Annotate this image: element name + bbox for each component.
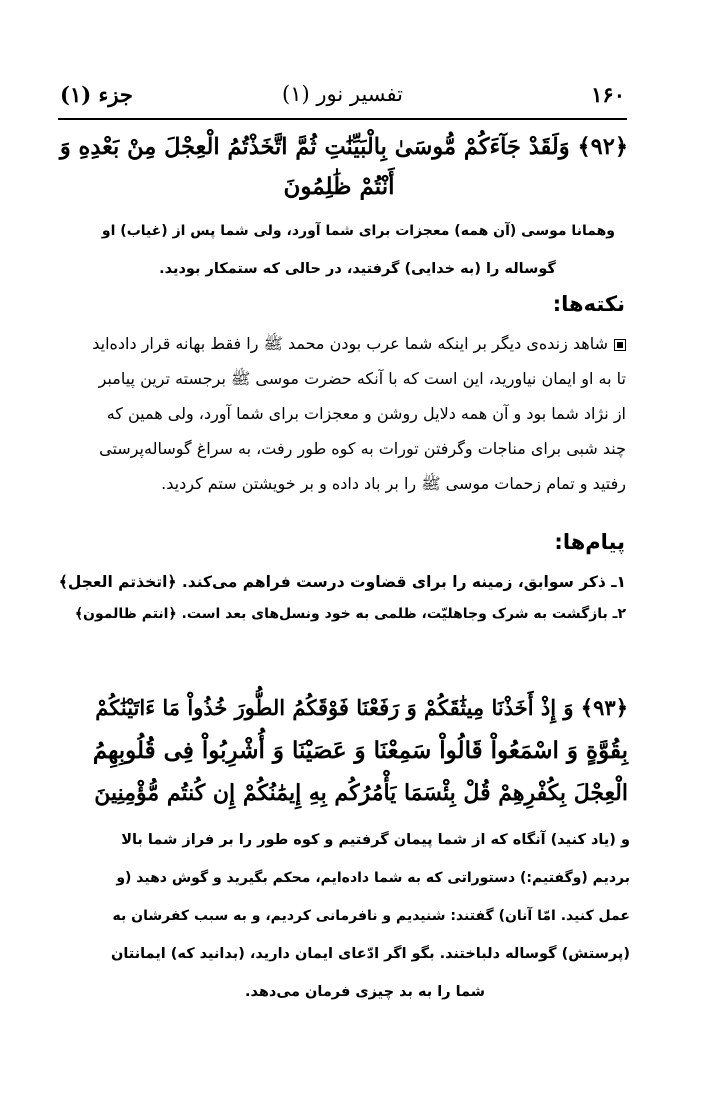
translation-line: وهمانا موسی (آن همه) معجزات برای شما آورد، ولی شما پس از (غیاب) او xyxy=(101,223,615,239)
verse-93-translation xyxy=(100,821,630,1011)
notes-body xyxy=(66,326,626,501)
bullet-square-icon xyxy=(614,339,626,351)
verse-93 xyxy=(88,686,628,815)
message-item: ۱ـ ذکر سوابق، زمینه را برای قضاوت درست فراهم می‌کند. ﴿اتخذتم العجل﴾ xyxy=(58,573,626,591)
header-rule xyxy=(58,118,627,120)
note-line: تا به او ایمان نیاورید، این است که با آنکه حضرت موسی ﷺ برجسته ترین پیامبر xyxy=(98,369,626,388)
verse-line: ﴿۹۲﴾ وَلَقَدْ جَآءَكُمْ مُّوسَىٰ بِالْبَيِّنَٰتِ ثُمَّ اتَّخَذْتُمُ الْعِجْلَ مِنْ بَعْدِهِ وَ xyxy=(59,134,628,160)
translation-line: بردیم (وگفتیم:) دستوراتی که به شما داده‌ایم، محکم بگیرید و گوش دهید (و xyxy=(116,870,630,886)
translation-line: گوساله را (به خدایی) گرفتید، در حالی که ستمکار بودید. xyxy=(159,261,556,277)
verse-92-translation xyxy=(100,212,615,288)
verse-line: الْعِجْلَ بِكُفْرِهِمْ قُلْ بِئْسَمَا يَأْمُرُكُم بِهِ إِيمَٰنُكُمْ إِن كُنتُم مُّؤْمِنِينَ xyxy=(94,780,628,806)
note-line: رفتید و تمام زحمات موسی ﷺ را بر باد داده و بر خویشتن ستم کردید. xyxy=(161,474,626,493)
part-number: جزء (۱) xyxy=(60,82,133,107)
note-line: چند شبی برای مناجات وگرفتن تورات به کوه طور رفت، به سراغ گوساله‌پرستی xyxy=(99,439,626,458)
page-header xyxy=(60,82,625,114)
translation-line: و (یاد کنید) آنگاه که از شما پیمان گرفتیم و کوه طور را بر فراز شما بالا xyxy=(121,832,630,848)
message-item: ۲ـ بازگشت به شرک وجاهلیّت، ظلمی به خود ونسل‌های بعد است. ﴿انتم ظالمون﴾ xyxy=(74,606,626,622)
verse-line: أَنْتُمْ ظَٰلِمُونَ xyxy=(283,173,395,200)
translation-line: عمل کنید. امّا آنان) گفتند: شنیدیم و نافرمانی کردیم، و به سبب کفرشان به xyxy=(112,908,630,924)
messages-title: پیام‌ها: xyxy=(554,530,625,554)
notes-title: نکته‌ها: xyxy=(552,292,625,316)
page-number: ۱۶۰ xyxy=(591,82,625,107)
translation-line: (پرستش) گوساله دلباختند. بگو اگر ادّعای ایمان دارید، (بدانید که) ایمانتان xyxy=(110,946,630,962)
note-line: از نژاد شما بود و آن همه دلایل روشن و معجزات برای شما آورد، ولی همین که xyxy=(106,404,626,423)
messages-list xyxy=(60,566,626,630)
translation-line: شما را به بد چیزی فرمان می‌دهد. xyxy=(244,984,486,1000)
verse-92 xyxy=(50,127,628,207)
book-title: تفسیر نور (۱) xyxy=(282,82,403,106)
verse-line: ﴿۹۳﴾ وَ إِذْ أَخَذْنَا مِيثَٰقَكُمْ وَ رَفَعْنَا فَوْقَكُمُ الطُّورَ خُذُواْ مَا ءَاتَيْنَٰكُمْ xyxy=(95,695,628,720)
verse-line: بِقُوَّةٍ وَ اسْمَعُواْ قَالُواْ سَمِعْنَا وَ عَصَيْنَا وَ أُشْرِبُواْ فِى قُلُوبِهِمُ xyxy=(92,737,628,764)
note-line: شاهد زنده‌ی دیگر بر اینکه شما عرب بودن محمد ﷺ را فقط بهانه قرار داده‌اید xyxy=(66,326,626,361)
